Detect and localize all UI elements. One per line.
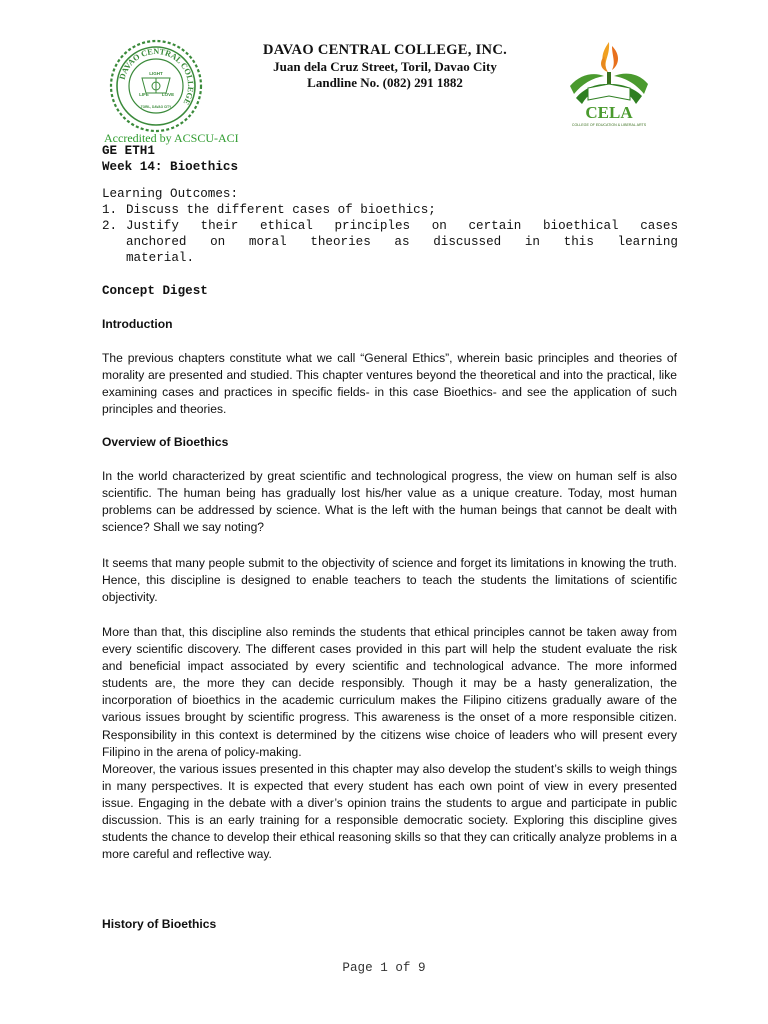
outcome-text: Discuss the different cases of bioethics; — [126, 203, 436, 217]
seal-motto-1: LIGHT — [149, 71, 163, 76]
cela-logo — [560, 38, 658, 130]
paragraph: In the world characterized by great scientific and technological progress, the view on human self is also scientific. The human being has gradually lost his/her value as a unique creature. Today, most human problems can be addressed by science. What is the left with the human beings that cannot be dealt with science? Shall we say noting? — [102, 469, 677, 535]
overview-heading: Overview of Bioethics — [102, 435, 229, 449]
paragraph: It seems that many people submit to the objectivity of science and forget its limitations in knowing the truth. Hence, this discipline is designed to enable teachers to teach the students the limitations of scientific objectivity. — [102, 556, 677, 605]
overview-paragraph-3 — [102, 624, 677, 863]
concept-digest-heading: Concept Digest — [102, 284, 208, 298]
college-seal-logo — [104, 38, 208, 134]
overview-paragraph-1 — [102, 468, 677, 536]
introduction-body — [102, 350, 677, 418]
outcome-item-continued — [102, 250, 678, 266]
history-heading: History of Bioethics — [102, 917, 217, 931]
outcome-text: Justify their ethical principles on certain bioethical cases — [126, 219, 678, 233]
seal-est: TORIL, DAVAO CITY — [140, 105, 172, 109]
svg-text:DAVAO CENTRAL COLLEGE — [118, 47, 195, 107]
cela-label: CELA — [585, 103, 633, 122]
institution-header — [225, 42, 545, 91]
paragraph: Moreover, the various issues presented in this chapter may also develop the student’s skills to weigh things in many perspectives. It is expected that every student has each own point of view in every presented issue. Engaging in the debate with a diver’s opinion trains the students to argue and participate in public discussion. This is an early training for a responsible democratic society. Exploring this discipline gives students the chance to develop their ethical reasoning skills so that they can critically analyze problems in a more careful and reflective way. — [102, 761, 677, 862]
institution-address: Juan dela Cruz Street, Toril, Davao City — [273, 59, 497, 74]
page-number: Page 1 of 9 — [342, 961, 426, 975]
outcome-item-continued — [102, 234, 678, 250]
outcome-text: material. — [126, 251, 195, 265]
outcome-item — [102, 218, 678, 234]
course-week: Week 14: Bioethics — [102, 160, 239, 174]
outcome-item — [102, 202, 678, 218]
paragraph: The previous chapters constitute what we call “General Ethics”, wherein basic principles and theories of morality are presented and studied. This chapter ventures beyond the theoretical and into the practical, like examining cases and practices in specific fields- in this case Bioethics- and see the application of such principles and theories. — [102, 351, 677, 417]
institution-landline: Landline No. (082) 291 1882 — [307, 75, 463, 90]
seal-motto-2: LIFE — [139, 92, 149, 97]
course-code: GE ETH1 — [102, 144, 155, 158]
seal-motto-3: LOVE — [161, 92, 175, 97]
cela-sub: COLLEGE OF EDUCATION & LIBERAL ARTS — [571, 123, 647, 127]
seal-ring-text: DAVAO CENTRAL COLLEGE — [117, 46, 196, 107]
learning-outcomes — [102, 186, 678, 266]
introduction-heading: Introduction — [102, 317, 173, 331]
course-header — [102, 143, 238, 175]
outcome-number: 2. — [102, 219, 118, 233]
outcome-text: anchored on moral theories as discussed in this learning — [126, 235, 678, 249]
accreditation-text: Accredited by ACSCU-ACI — [104, 131, 239, 145]
outcome-number: 1. — [102, 203, 118, 217]
learning-outcomes-title: Learning Outcomes: — [102, 187, 239, 201]
institution-name: DAVAO CENTRAL COLLEGE, INC. — [262, 42, 508, 58]
overview-paragraph-2 — [102, 555, 677, 606]
paragraph: More than that, this discipline also reminds the students that ethical principles cannot be taken away from every scientific discovery. The different cases provided in this part will help the student evaluate the risk and beneficial impact associated by every scientific and technological advance. The more informed students are, the more they can decide responsibly. Though it may be a hasty generalization, the incorporation of bioethics in the academic curriculum makes the Filipino citizens gradually aware of the various issues brought by scientific progress. This awareness is the onset of a more responsible citizen. Responsibility in this context is determined by the citizens wise choice of leaders who will present every Filipino in the arena of policy-making. — [102, 625, 677, 759]
